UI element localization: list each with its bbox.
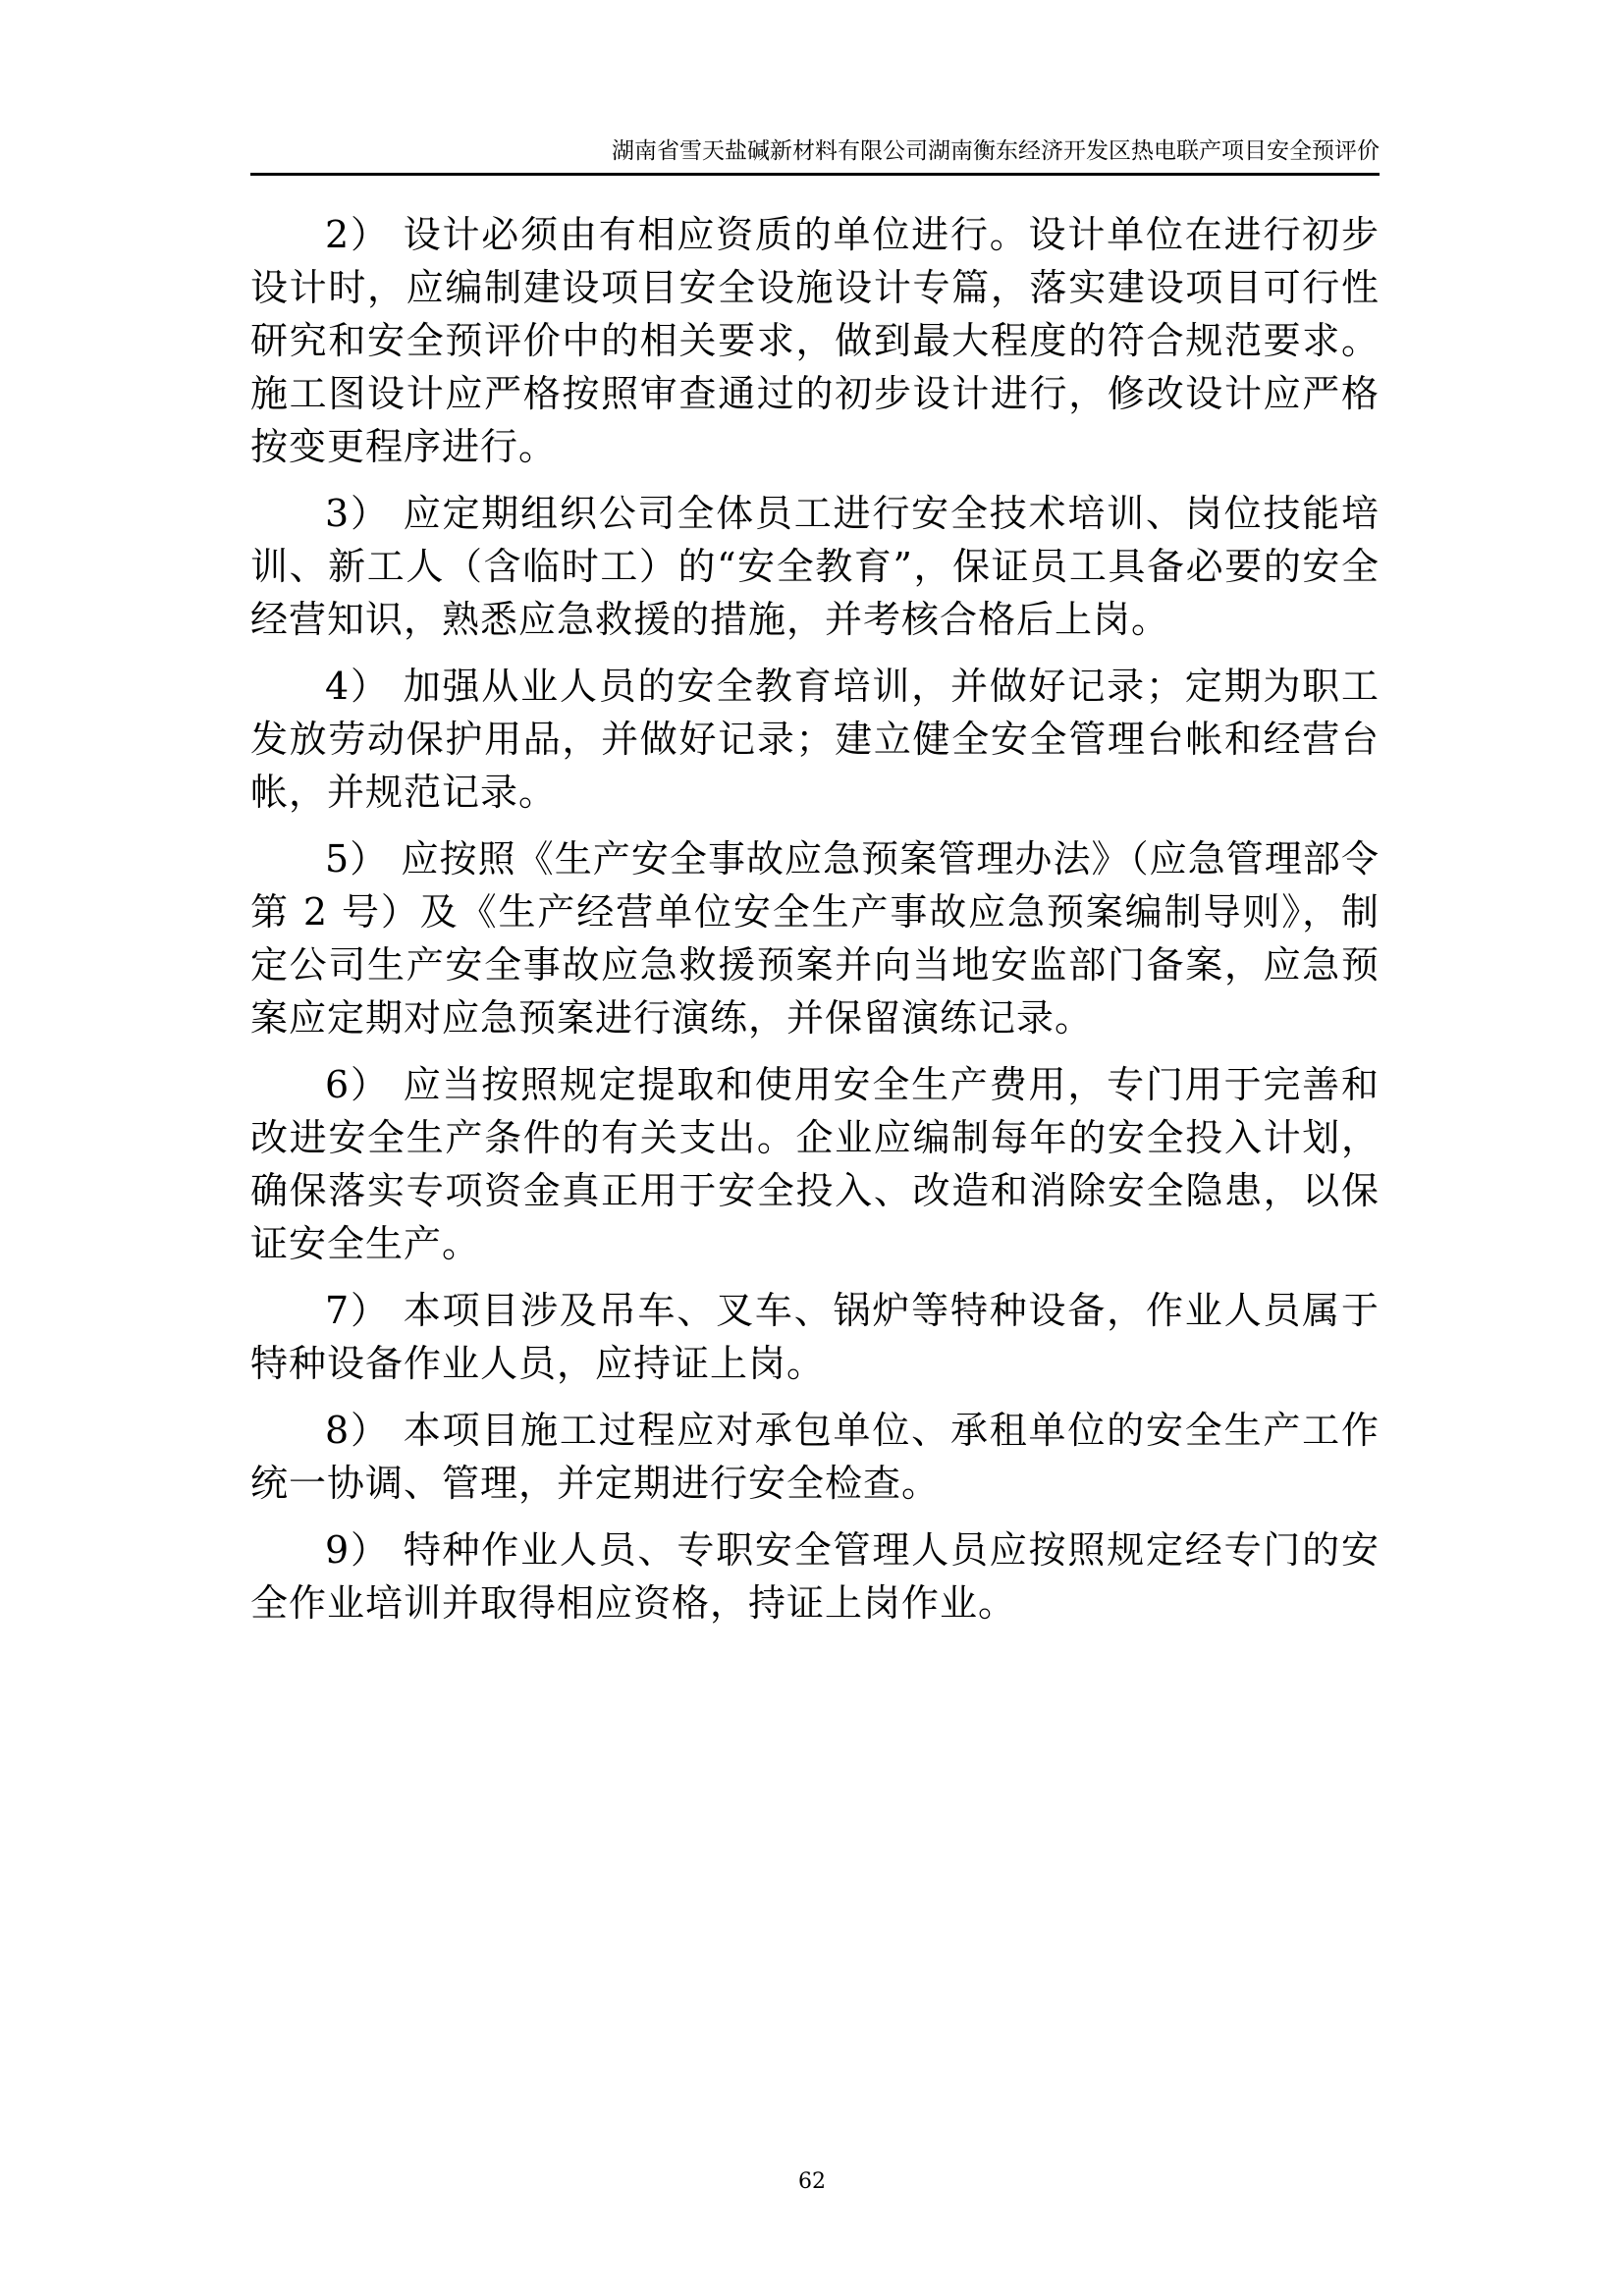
paragraph-text: 应按照《生产安全事故应急预案管理办法》（应急管理部令第 2 号）及《生产经营单位安全生产事故应急预案编制导则》，制定公司生产安全事故应急救援预案并向当地安监部门备案，应急预案应定期对应急预案进行演练，并保留演练记录。 (250, 837, 1380, 1040)
paragraph-3 (250, 487, 1380, 646)
page-header (250, 130, 1380, 176)
paragraph-text: 应定期组织公司全体员工进行安全技术培训、岗位技能培训、新工人（含临时工）的“安全教育”，保证员工具备必要的安全经营知识，熟悉应急救援的措施，并考核合格后上岗。 (250, 492, 1380, 641)
item-number: 4） (325, 665, 390, 708)
paragraph-text: 特种作业人员、专职安全管理人员应按照规定经专门的安全作业培训并取得相应资格，持证上岗作业。 (250, 1528, 1380, 1625)
item-number: 7） (325, 1289, 390, 1332)
paragraph-7 (250, 1284, 1380, 1390)
paragraph-text: 本项目施工过程应对承包单位、承租单位的安全生产工作统一协调、管理，并定期进行安全检查。 (250, 1409, 1380, 1505)
paragraph-5 (250, 832, 1380, 1044)
item-number: 2） (325, 213, 390, 256)
paragraph-2 (250, 208, 1380, 473)
item-number: 6） (325, 1063, 390, 1106)
paragraph-4 (250, 660, 1380, 819)
item-number: 5） (325, 837, 389, 881)
paragraph-text: 加强从业人员的安全教育培训，并做好记录；定期为职工发放劳动保护用品，并做好记录；建立健全安全管理台帐和经营台帐，并规范记录。 (250, 665, 1380, 814)
paragraph-6 (250, 1058, 1380, 1270)
paragraph-9 (250, 1523, 1380, 1629)
paragraph-text: 应当按照规定提取和使用安全生产费用，专门用于完善和改进安全生产条件的有关支出。企业应编制每年的安全投入计划，确保落实专项资金真正用于安全投入、改造和消除安全隐患，以保证安全生产。 (250, 1063, 1380, 1265)
item-number: 3） (325, 492, 390, 535)
paragraph-8 (250, 1404, 1380, 1510)
paragraph-text: 设计必须由有相应资质的单位进行。设计单位在进行初步设计时，应编制建设项目安全设施设计专篇，落实建设项目可行性研究和安全预评价中的相关要求，做到最大程度的符合规范要求。施工图设计应严格按照审查通过的初步设计进行，修改设计应严格按变更程序进行。 (250, 213, 1380, 468)
item-number: 9） (325, 1528, 390, 1572)
document-body (250, 208, 1380, 1643)
page-number: 62 (798, 2169, 826, 2194)
item-number: 8） (325, 1409, 390, 1452)
header-title: 湖南省雪天盐碱新材料有限公司湖南衡东经济开发区热电联产项目安全预评价 (612, 138, 1380, 164)
paragraph-text: 本项目涉及吊车、叉车、锅炉等特种设备，作业人员属于特种设备作业人员，应持证上岗。 (250, 1289, 1380, 1385)
